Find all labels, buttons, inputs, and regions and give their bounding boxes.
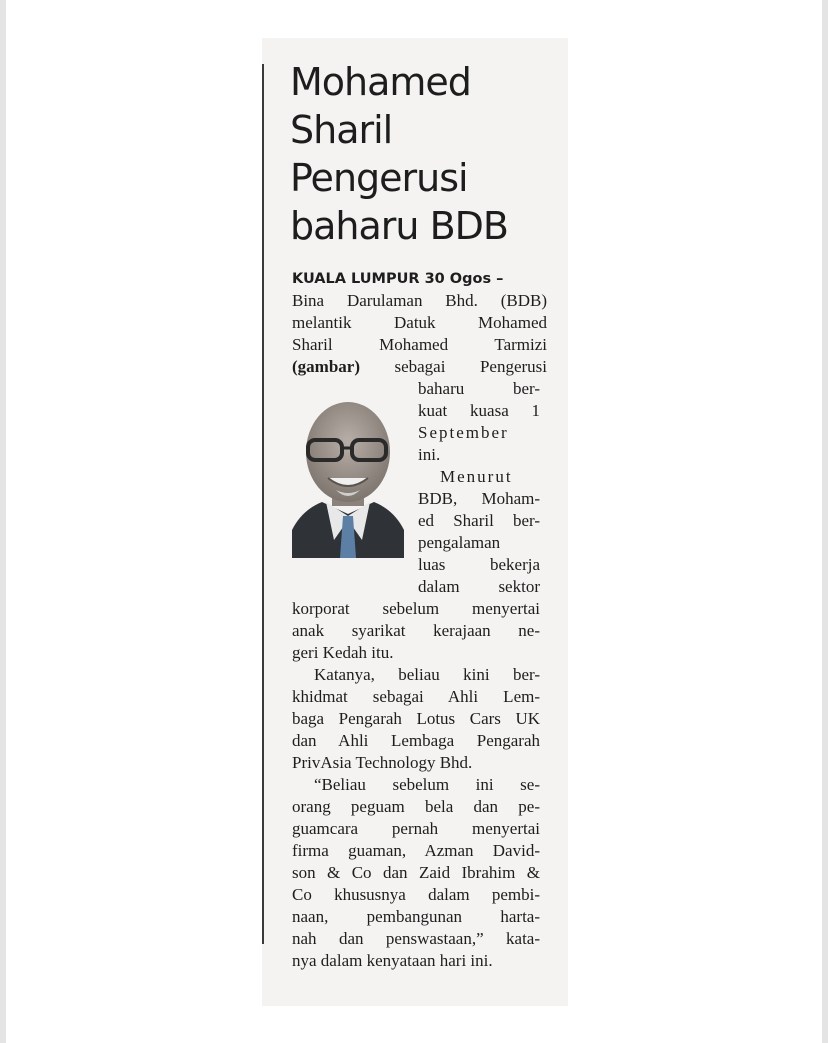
body-line: (gambar) sebagai Pengerusi (292, 357, 547, 376)
dateline: KUALA LUMPUR 30 Ogos (292, 271, 492, 287)
body-line: September (418, 423, 509, 442)
body-line: naan, pembangunan harta- (292, 907, 540, 926)
body-line: baharu ber- (418, 379, 540, 398)
body-line: “Beliau sebelum ini se- (314, 775, 540, 794)
column-rule (262, 64, 264, 944)
body-line: ini. (418, 445, 441, 464)
body-line: korporat sebelum menyertai (292, 599, 540, 618)
headline-line: Sharil (290, 108, 393, 152)
body-line: BDB, Moham- (418, 489, 540, 508)
body-line: guamcara pernah menyertai (292, 819, 540, 838)
body-line: son & Co dan Zaid Ibrahim & (292, 863, 540, 882)
body-line: dan Ahli Lembaga Pengarah (292, 731, 540, 750)
photo-reference: (gambar) (292, 357, 360, 376)
body-line: geri Kedah itu. (292, 643, 394, 662)
body-line: firma guaman, Azman David- (292, 841, 540, 860)
body-line: Co khususnya dalam pembi- (292, 885, 540, 904)
body-line: kuat kuasa 1 (418, 401, 540, 420)
page-border-right (822, 0, 828, 1043)
body-line: nya dalam kenyataan hari ini. (292, 951, 493, 970)
body-line: Katanya, beliau kini ber- (314, 665, 540, 684)
body-line: nah dan penswastaan,” kata- (292, 929, 540, 948)
headline-line: Mohamed (290, 60, 471, 104)
body-line: ed Sharil ber- (418, 511, 540, 530)
body-line: Bina Darulaman Bhd. (BDB) (292, 291, 547, 310)
body-line: khidmat sebagai Ahli Lem- (292, 687, 540, 706)
headline-line: Pengerusi (290, 156, 468, 200)
body-line: luas bekerja (418, 555, 540, 574)
dateline-line (292, 268, 547, 290)
body-line: Menurut (440, 467, 513, 486)
body-line: PrivAsia Technology Bhd. (292, 753, 473, 772)
body-line: baga Pengarah Lotus Cars UK (292, 709, 540, 728)
headline (290, 58, 560, 250)
body-line: pengalaman (418, 533, 501, 552)
body-line: melantik Datuk Mohamed (292, 313, 547, 332)
body-line: orang peguam bela dan pe- (292, 797, 540, 816)
portrait-illustration (292, 390, 404, 558)
dateline-dash: – (491, 271, 504, 287)
page-border-left (0, 0, 6, 1043)
body-line: dalam sektor (418, 577, 540, 596)
body-line: Sharil Mohamed Tarmizi (292, 335, 547, 354)
portrait-photo (292, 390, 404, 558)
headline-line: baharu BDB (290, 204, 508, 248)
body-line: anak syarikat kerajaan ne- (292, 621, 540, 640)
